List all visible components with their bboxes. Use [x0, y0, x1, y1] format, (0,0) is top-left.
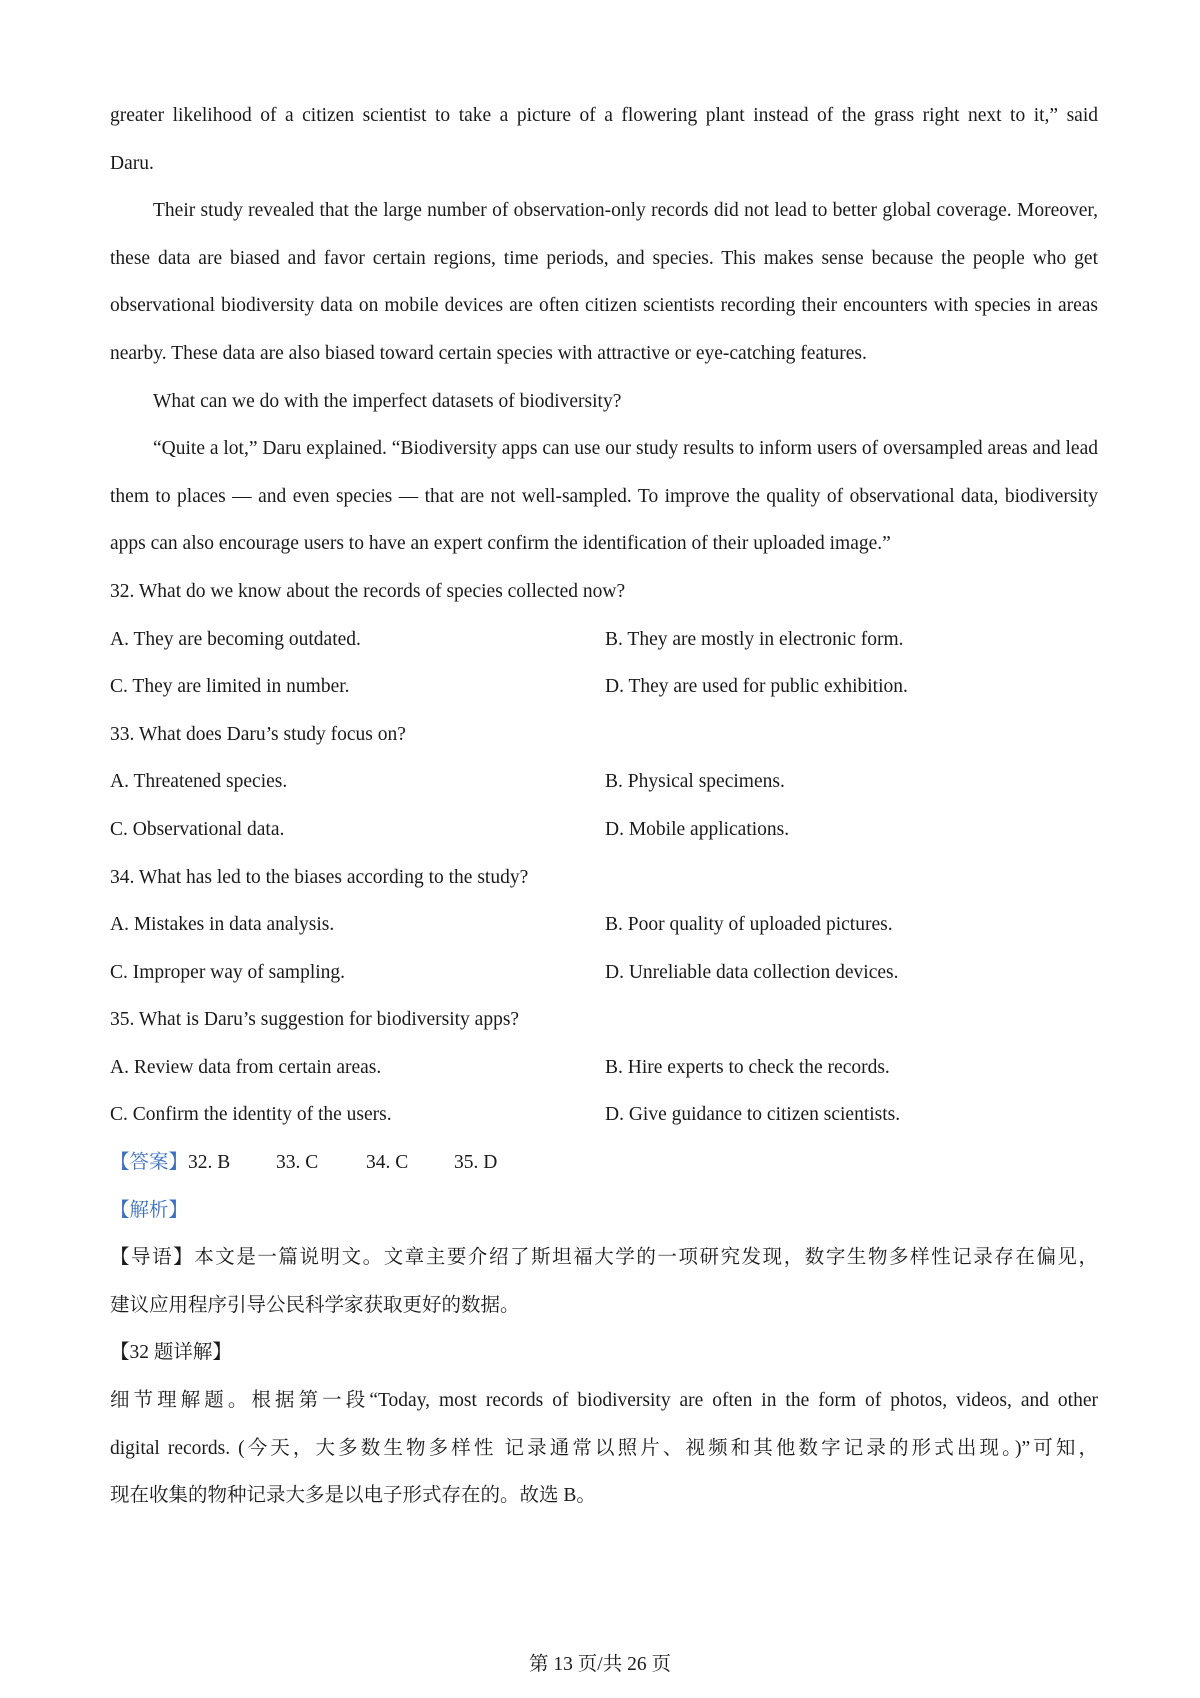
option-d: D. Give guidance to citizen scientists.: [605, 1104, 901, 1126]
options-row: [110, 616, 1098, 664]
answer-item: 33. C: [276, 1152, 319, 1174]
question-stem: 35. What is Daru’s suggestion for biodiversity apps?: [110, 1009, 520, 1031]
answer-item: 35. D: [454, 1152, 498, 1174]
intro-line1: 【导语】本文是一篇说明文。文章主要介绍了斯坦福大学的一项研究发现，数字生物多样性记录存在偏见，: [110, 1247, 1098, 1269]
q32-detail-line1: 细节理解题。根据第一段“Today, most records of biodiversity are often in the form of photos, videos, and other: [110, 1390, 1098, 1412]
option-c: C. They are limited in number.: [110, 676, 350, 698]
passage-p4: “Quite a lot,” Daru explained. “Biodiversity apps can use our study results to inform users of oversampled areas and lead them to places — and even species — that are not well-sampled. To improve the quality of observational data, biodiversity apps can also encourage users to have an expert confirm the identification of their uploaded image.”: [110, 438, 1098, 555]
q32-detail-title: 【32 题详解】: [110, 1342, 232, 1364]
options-row: [110, 758, 1098, 806]
page-footer: 第 13 页/共 26 页: [529, 1654, 671, 1675]
question-stem: 34. What has led to the biases according to the study?: [110, 866, 529, 888]
passage-p3: What can we do with the imperfect datasets of biodiversity?: [153, 390, 622, 412]
option-d: D. Unreliable data collection devices.: [605, 961, 899, 983]
option-d: D. Mobile applications.: [605, 818, 790, 840]
options-row: [110, 1091, 1098, 1139]
option-c: C. Observational data.: [110, 818, 285, 840]
document-page: [110, 92, 1098, 1520]
answer-item: 34. C: [366, 1152, 409, 1174]
answer-label: 【答案】: [110, 1152, 189, 1174]
options-row: [110, 901, 1098, 949]
option-a: A. They are becoming outdated.: [110, 628, 361, 650]
options-row: [110, 663, 1098, 711]
q32-detail-line2: digital records. (今天，大多数生物多样性 记录通常以照片、视频和其他数字记录的形式出现。)”可知，: [110, 1437, 1098, 1459]
option-a: A. Review data from certain areas.: [110, 1056, 382, 1078]
intro-line2: 建议应用程序引导公民科学家获取更好的数据。: [110, 1294, 520, 1316]
passage-p1-line1: greater likelihood of a citizen scientist to take a picture of a flowering plant instead of the grass right next to it,” said: [110, 105, 1098, 126]
option-b: B. Hire experts to check the records.: [605, 1056, 890, 1078]
option-a: A. Threatened species.: [110, 771, 288, 793]
option-a: A. Mistakes in data analysis.: [110, 914, 335, 936]
options-row: [110, 949, 1098, 997]
question-32: [110, 568, 1098, 711]
option-b: B. They are mostly in electronic form.: [605, 628, 904, 650]
options-row: [110, 1044, 1098, 1092]
q32-detail-line3: 现在收集的物种记录大多是以电子形式存在的。故选 B。: [110, 1485, 596, 1507]
option-c: C. Improper way of sampling.: [110, 961, 346, 983]
analysis-label: 【解析】: [110, 1199, 189, 1221]
answer-row: [110, 1139, 1098, 1187]
option-d: D. They are used for public exhibition.: [605, 676, 908, 698]
answer-item: 32. B: [188, 1152, 231, 1174]
option-b: B. Physical specimens.: [605, 771, 785, 793]
option-c: C. Confirm the identity of the users.: [110, 1104, 392, 1126]
question-34: [110, 854, 1098, 997]
options-row: [110, 806, 1098, 854]
question-stem: 33. What does Daru’s study focus on?: [110, 723, 406, 745]
passage-p1-line2: Daru.: [110, 152, 154, 174]
passage-p2: Their study revealed that the large number of observation-only records did not lead to better global coverage. Moreover, these data are biased and favor certain regions, time periods, and species. This makes sense because the people who get observational biodiversity data on mobile devices are often citizen scientists recording their encounters with species in areas nearby. These data are also biased toward certain species with attractive or eye-catching features.: [110, 200, 1098, 364]
question-33: [110, 711, 1098, 854]
question-35: [110, 996, 1098, 1139]
question-stem: 32. What do we know about the records of species collected now?: [110, 580, 626, 602]
option-b: B. Poor quality of uploaded pictures.: [605, 914, 893, 936]
